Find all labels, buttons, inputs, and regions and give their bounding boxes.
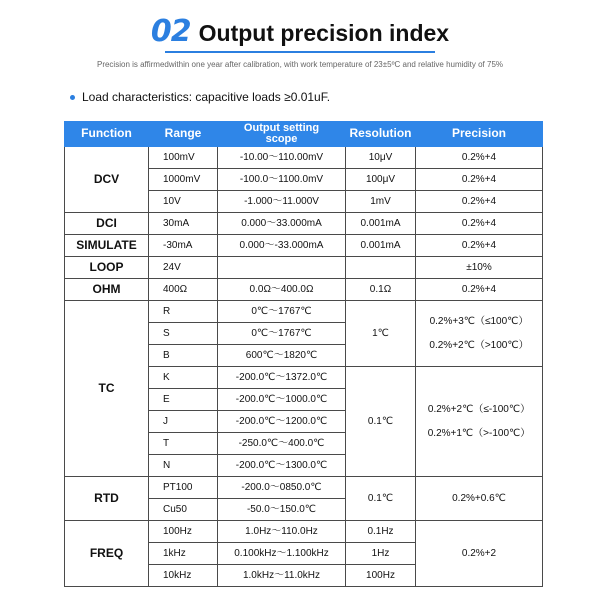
resolution-cell: 0.1℃: [346, 477, 416, 521]
header-output-setting-scope-line2: scope: [265, 133, 298, 145]
function-cell: OHM: [65, 279, 149, 301]
range-cell: S: [149, 323, 218, 345]
header-output-setting-scope-line1: Output setting: [243, 122, 320, 134]
resolution-cell: 1Hz: [346, 543, 416, 565]
precision-cell: 0.2%+4: [416, 235, 543, 257]
table-row: [65, 279, 543, 301]
range-cell: B: [149, 345, 218, 367]
range-cell: R: [149, 301, 218, 323]
resolution-cell: 100μV: [346, 169, 416, 191]
scope-cell: -200.0℃～1200.0℃: [218, 411, 346, 433]
range-cell: 1kHz: [149, 543, 218, 565]
section-number: 02: [150, 14, 191, 49]
precision-table: [64, 121, 543, 587]
scope-cell: -100.0～1100.0mV: [218, 169, 346, 191]
function-cell: LOOP: [65, 257, 149, 279]
precision-line: 0.2%+2℃（>100℃）: [429, 339, 529, 351]
range-cell: PT100: [149, 477, 218, 499]
range-cell: K: [149, 367, 218, 389]
range-cell: 10V: [149, 191, 218, 213]
scope-cell: 600℃～1820℃: [218, 345, 346, 367]
precision-cell: 0.2%+4: [416, 191, 543, 213]
resolution-cell: [346, 257, 416, 279]
precision-cell: 0.2%+4: [416, 279, 543, 301]
resolution-cell: 1mV: [346, 191, 416, 213]
table-row: [65, 257, 543, 279]
title-block: [0, 14, 600, 53]
range-cell: Cu50: [149, 499, 218, 521]
range-cell: T: [149, 433, 218, 455]
range-cell: 100mV: [149, 147, 218, 169]
scope-cell: -50.0～150.0℃: [218, 499, 346, 521]
precision-line: 0.2%+3℃（≤100℃）: [429, 315, 529, 327]
function-cell: TC: [65, 301, 149, 477]
scope-cell: 0℃～1767℃: [218, 301, 346, 323]
scope-cell: [218, 257, 346, 279]
precision-cell: ±10%: [416, 257, 543, 279]
precision-cell: 0.2%+4: [416, 169, 543, 191]
scope-cell: -200.0℃～1000.0℃: [218, 389, 346, 411]
range-cell: -30mA: [149, 235, 218, 257]
bullet-icon: [70, 95, 75, 100]
scope-cell: 0℃～1767℃: [218, 323, 346, 345]
resolution-cell: 1℃: [346, 301, 416, 367]
table-row: [65, 235, 543, 257]
precision-cell: 0.2%+0.6℃: [416, 477, 543, 521]
page-subtitle: Precision is affirmedwithin one year after calibration, with work temperature of 23±5ºC and relative humidity of 75%: [96, 60, 504, 69]
title-row: [151, 14, 449, 49]
scope-cell: -200.0℃～1300.0℃: [218, 455, 346, 477]
range-cell: 10kHz: [149, 565, 218, 587]
scope-cell: -200.0～0850.0℃: [218, 477, 346, 499]
range-cell: 1000mV: [149, 169, 218, 191]
table-row: [65, 521, 543, 543]
precision-cell: 0.2%+4: [416, 147, 543, 169]
range-cell: 400Ω: [149, 279, 218, 301]
resolution-cell: 0.1Ω: [346, 279, 416, 301]
scope-cell: 0.000～33.000mA: [218, 213, 346, 235]
precision-line: 0.2%+1℃（>-100℃）: [427, 427, 531, 439]
resolution-cell: 0.001mA: [346, 213, 416, 235]
range-cell: N: [149, 455, 218, 477]
load-note-text: Load characteristics: capacitive loads ≥0.01uF.: [82, 90, 331, 104]
scope-cell: 0.0Ω～400.0Ω: [218, 279, 346, 301]
scope-cell: -10.00～110.00mV: [218, 147, 346, 169]
header-output-setting-scope: [218, 122, 346, 147]
table-row: [65, 147, 543, 169]
table-row: [65, 213, 543, 235]
range-cell: 30mA: [149, 213, 218, 235]
scope-cell: -1.000～11.000V: [218, 191, 346, 213]
resolution-cell: 0.1℃: [346, 367, 416, 477]
range-cell: E: [149, 389, 218, 411]
precision-cell: [416, 367, 543, 477]
scope-cell: 1.0Hz～110.0Hz: [218, 521, 346, 543]
scope-cell: 0.000～-33.000mA: [218, 235, 346, 257]
resolution-cell: 10μV: [346, 147, 416, 169]
precision-cell: 0.2%+4: [416, 213, 543, 235]
title-underline: [165, 51, 435, 53]
function-cell: RTD: [65, 477, 149, 521]
header-function: Function: [65, 122, 149, 147]
resolution-cell: 0.1Hz: [346, 521, 416, 543]
range-cell: 24V: [149, 257, 218, 279]
scope-cell: 1.0kHz～11.0kHz: [218, 565, 346, 587]
scope-cell: -200.0℃～1372.0℃: [218, 367, 346, 389]
function-cell: DCV: [65, 147, 149, 213]
precision-cell: [416, 301, 543, 367]
precision-cell: 0.2%+2: [416, 521, 543, 587]
table-row: [65, 477, 543, 499]
precision-line: 0.2%+2℃（≤-100℃）: [427, 403, 531, 415]
header-resolution: Resolution: [346, 122, 416, 147]
scope-cell: 0.100kHz～1.100kHz: [218, 543, 346, 565]
function-cell: DCI: [65, 213, 149, 235]
table-row: [65, 301, 543, 323]
load-note: [70, 90, 330, 104]
table-header-row: [65, 122, 543, 147]
function-cell: SIMULATE: [65, 235, 149, 257]
header-range: Range: [149, 122, 218, 147]
resolution-cell: 0.001mA: [346, 235, 416, 257]
scope-cell: -250.0℃～400.0℃: [218, 433, 346, 455]
resolution-cell: 100Hz: [346, 565, 416, 587]
range-cell: 100Hz: [149, 521, 218, 543]
range-cell: J: [149, 411, 218, 433]
header-precision: Precision: [416, 122, 543, 147]
page-title: Output precision index: [198, 20, 450, 46]
function-cell: FREQ: [65, 521, 149, 587]
